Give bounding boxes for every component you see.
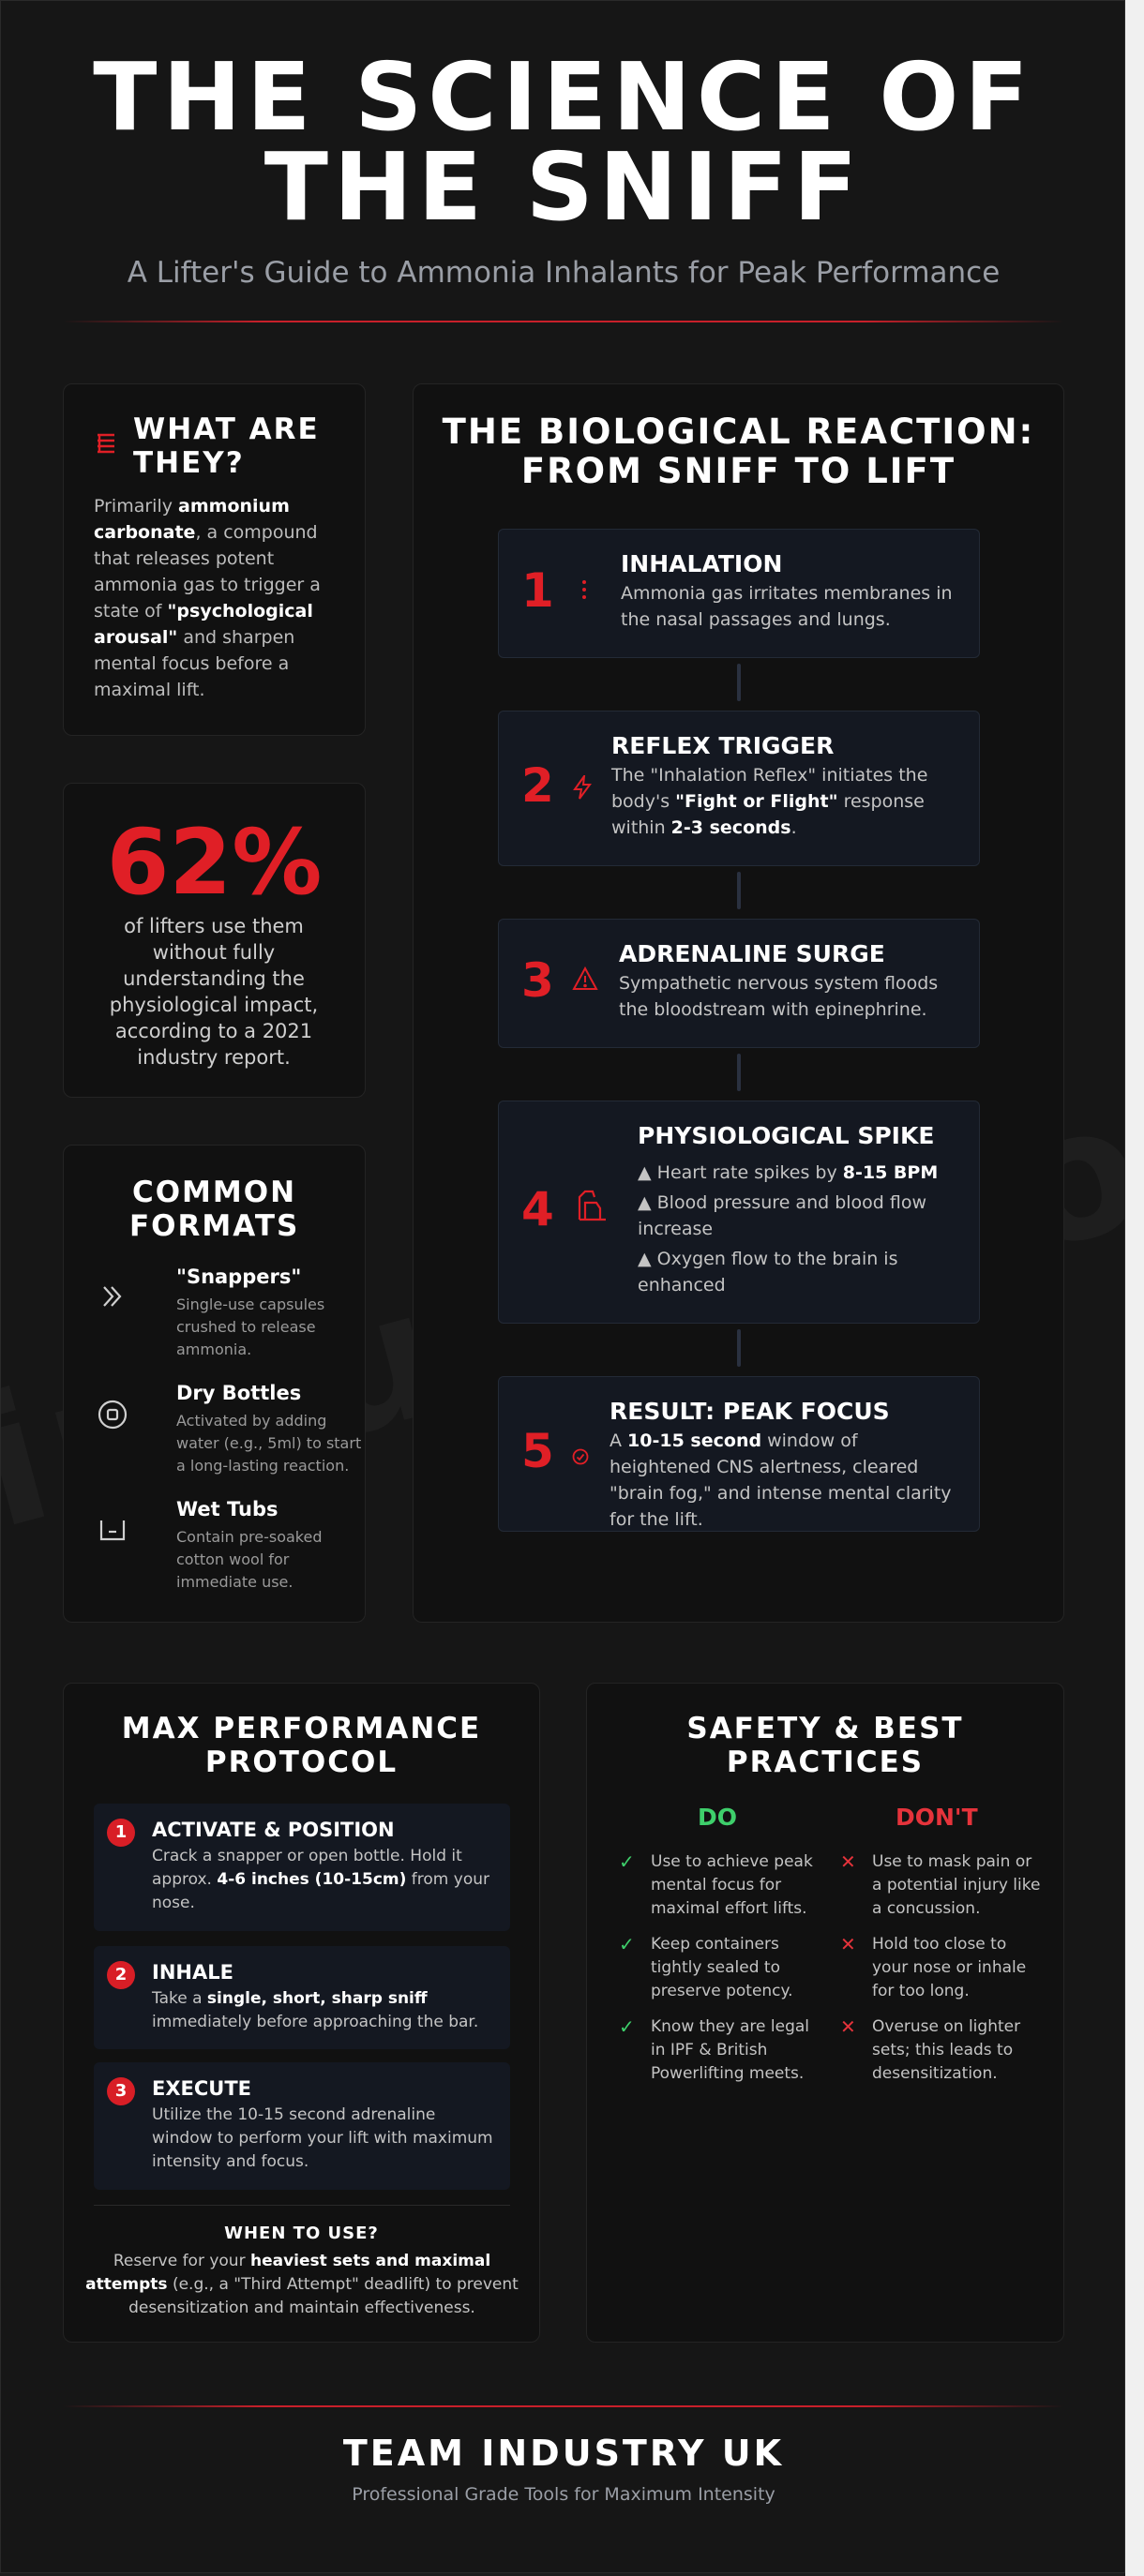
stack-icon — [96, 431, 116, 461]
step-number: 2 — [521, 758, 554, 813]
page-subtitle: A Lifter's Guide to Ammonia Inhalants for Peak Performance — [127, 256, 1001, 290]
step-title: EXECUTE — [152, 2077, 252, 2100]
bio-reaction-card — [413, 383, 1064, 1623]
step-description: Crack a snapper or open bottle. Hold it approx. 4-6 inches (10-15cm) from your nose. — [152, 1847, 489, 1912]
title-line-1: THE SCIENCE OF — [93, 42, 1034, 152]
protocol-heading: MAX PERFORMANCE PROTOCOL — [121, 1712, 482, 1779]
formats-card — [63, 1145, 366, 1623]
what-are-they-card — [63, 383, 366, 736]
title-line-2: THE SNIFF — [263, 132, 864, 242]
step-description: Sympathetic nervous system floods the bloodstream with epinephrine. — [619, 973, 939, 1020]
when-divider — [94, 2205, 510, 2206]
when-heading: WHEN TO USE? — [224, 2224, 379, 2243]
bio-step-5 — [498, 1376, 980, 1532]
footer-divider — [63, 2405, 1064, 2407]
step-description: Take a single, short, sharp sniff immediately before approaching the bar. — [152, 1989, 479, 2031]
formats-heading: COMMON FORMATS — [129, 1176, 300, 1243]
step-badge: 2 — [107, 1961, 135, 1989]
bio-step-4 — [498, 1101, 980, 1324]
step-bullet: ▲ Heart rate spikes by 8-15 BPM — [638, 1162, 939, 1183]
cross-icon: ✕ — [840, 1933, 856, 1955]
step-title: REFLEX TRIGGER — [611, 732, 835, 759]
step-connector — [737, 872, 741, 909]
step-title: INHALATION — [621, 550, 783, 577]
bio-step-3 — [498, 919, 980, 1048]
check-icon: ✓ — [619, 2015, 635, 2038]
step-title: ADRENALINE SURGE — [619, 940, 885, 967]
step-number: 3 — [521, 953, 554, 1008]
bottle-target-icon — [94, 1399, 131, 1438]
footer-brand: TEAM INDUSTRY UK — [342, 2433, 785, 2474]
step-badge: 3 — [107, 2077, 135, 2105]
step-title: INHALE — [152, 1961, 233, 1984]
warning-icon — [572, 966, 598, 996]
page-title — [1, 42, 1125, 242]
stat-description: of lifters use them without fully understanding the physiological impact, according to a 2021 industry report. — [109, 915, 319, 1069]
bolt-icon — [572, 775, 593, 805]
stat-value: 62% — [106, 810, 323, 915]
safety-card: SAFETY & BEST PRACTICES DO DON'T ✓ Use to achieve peak mental focus for maximal effort lifts. ✓ Keep containers tightly sealed to preserve potency. ✓ Know they are legal in IPF & British Powerlifting meets. ✕ Use to mask pain or a potential injury like a concussion. ✕ Hold too close to your nose or inhale for too long. ✕ Overuse on lighter sets; this leads to desensitization. — [586, 1683, 1064, 2343]
stat-card — [63, 783, 366, 1098]
header-divider — [63, 321, 1064, 322]
format-description: Single-use capsules crushed to release ammonia. — [176, 1295, 325, 1358]
step-title: PHYSIOLOGICAL SPIKE — [638, 1122, 935, 1149]
dont-heading: DON'T — [896, 1804, 978, 1831]
step-number: 4 — [521, 1182, 554, 1236]
step-bullet: ▲ Blood pressure and blood flow increase — [638, 1192, 927, 1239]
step-connector — [737, 1329, 741, 1367]
check-circle-icon — [572, 1445, 589, 1471]
format-description: Activated by adding water (e.g., 5ml) to start a long-lasting reaction. — [176, 1412, 362, 1475]
cross-icon: ✕ — [840, 1850, 856, 1873]
double-chevron-icon — [94, 1282, 131, 1318]
what-heading: WHAT ARE THEY? — [133, 412, 320, 480]
footer-tagline: Professional Grade Tools for Maximum Intensity — [352, 2484, 775, 2505]
step-number: 5 — [521, 1424, 554, 1478]
check-icon: ✓ — [619, 1933, 635, 1955]
protocol-step-2 — [94, 1946, 510, 2049]
bio-step-1 — [498, 529, 980, 658]
step-connector — [737, 1054, 741, 1091]
tub-icon — [94, 1515, 131, 1552]
step-connector — [737, 664, 741, 701]
dots-icon — [581, 578, 587, 607]
format-title: Dry Bottles — [176, 1382, 302, 1404]
bio-heading: THE BIOLOGICAL REACTION: FROM SNIFF TO LIFT — [442, 412, 1035, 491]
when-description: Reserve for your heaviest sets and maximal attempts (e.g., a "Third Attempt" deadlift) to prevent desensitization and maintain effectiveness. — [85, 2252, 519, 2317]
step-badge: 1 — [107, 1819, 135, 1847]
check-icon: ✓ — [619, 1850, 635, 1873]
format-title: "Snappers" — [176, 1266, 302, 1288]
format-title: Wet Tubs — [176, 1498, 278, 1520]
step-number: 1 — [521, 563, 554, 618]
page-edge — [1125, 0, 1144, 2576]
what-description: Primarily ammonium carbonate, a compound that releases potent ammonia gas to trigger a state of "psychological arousal" and sharpen mental focus before a maximal lift. — [94, 496, 321, 700]
protocol-step-1 — [94, 1804, 510, 1931]
step-bullet: ▲ Oxygen flow to the brain is enhanced — [638, 1249, 898, 1295]
bio-step-2 — [498, 711, 980, 866]
step-description: The "Inhalation Reflex" initiates the body's "Fight or Flight" response within 2-3 seconds. — [611, 765, 928, 838]
chart-icon — [576, 1190, 608, 1227]
step-description: A 10-15 second window of heightened CNS alertness, cleared "brain fog," and intense mental clarity for the lift. — [610, 1430, 952, 1530]
format-description: Contain pre-soaked cotton wool for immediate use. — [176, 1528, 323, 1591]
safety-heading: SAFETY & BEST PRACTICES — [686, 1712, 964, 1779]
protocol-step-3 — [94, 2062, 510, 2190]
cross-icon: ✕ — [840, 2015, 856, 2038]
step-title: RESULT: PEAK FOCUS — [610, 1398, 890, 1425]
step-description: Ammonia gas irritates membranes in the nasal passages and lungs. — [621, 583, 953, 630]
protocol-card — [63, 1683, 540, 2343]
step-description: Utilize the 10-15 second adrenaline window to perform your lift with maximum intensity and focus. — [152, 2105, 493, 2171]
do-heading: DO — [698, 1804, 738, 1831]
step-title: ACTIVATE & POSITION — [152, 1819, 395, 1841]
